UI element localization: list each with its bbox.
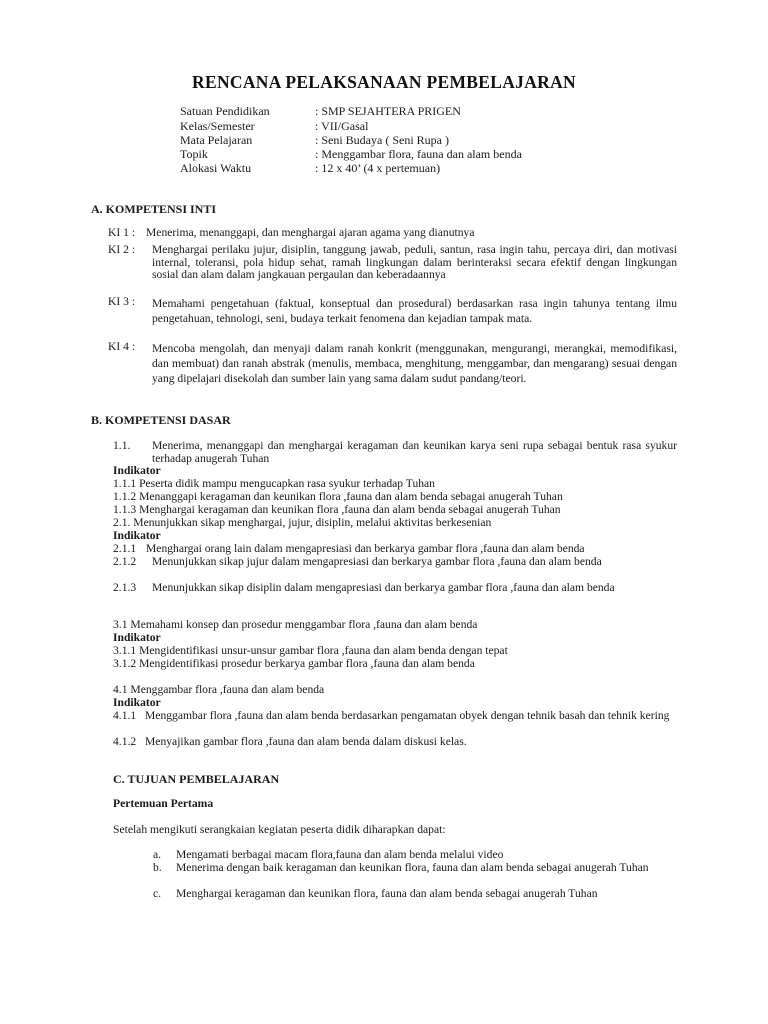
objective-a-text: Mengamati berbagai macam flora,fauna dan alam benda melalui video [176, 848, 504, 861]
section-c-heading: C. TUJUAN PEMBELAJARAN [113, 772, 280, 786]
ki-2-text: Menghargai perilaku jujur, disiplin, tanggung jawab, peduli, santun, rasa ingin tahu, percaya diri, dan motivasi internal, toleransi, pola hidup sehat, ramah lingkungan dalam berinteraksi secara efektif dengan lingkungan sosial dan alam dalam jangkauan pergaulan dan keberadaannya [152, 243, 677, 282]
meeting-subheading: Pertemuan Pertama [113, 797, 214, 810]
indicator-4-1-1-content: Menggambar flora ,fauna dan alam benda berdasarkan pengamatan obyek dengan tehnik basah dan tehnik kering [145, 709, 670, 722]
indicator-2-1-2-number: 2.1.2 [113, 555, 137, 568]
objective-b-text: Menerima dengan baik keragaman dan keunikan flora, fauna dan alam benda sebagai anugerah Tuhan [176, 861, 649, 874]
indicator-2-1-1-number: 2.1.1 [113, 542, 137, 555]
ki-2-label: KI 2 : [108, 243, 136, 256]
info-label: Satuan Pendidikan [180, 104, 270, 118]
info-value: : Seni Budaya ( Seni Rupa ) [315, 133, 449, 147]
ki-4-text: Mencoba mengolah, dan menyaji dalam ranah konkrit (menggunakan, mengurangi, merangkai, memodifikasi, dan membuat) dan ranah abstrak (menulis, membaca, menghitung, menggambar, dan mengarang) sesuai dengan yang dipelajari disekolah dan sumber lain yang sama dalam sudut pandang/teori. [152, 342, 677, 385]
indicator-label: Indikator [113, 696, 161, 709]
ki-1-text: Menerima, menanggapi, dan menghargai ajaran agama yang dianutnya [146, 226, 475, 239]
indicator-2-1-3-text: Menunjukkan sikap disiplin dalam mengapresiasi dan berkarya gambar flora ,fauna dan alam benda [152, 581, 615, 594]
info-value: : Menggambar flora, fauna dan alam benda [315, 147, 522, 161]
indicator-3-1-1: 3.1.1 Mengidentifikasi unsur-unsur gambar flora ,fauna dan alam benda dengan tepat [113, 644, 508, 657]
info-label: Alokasi Waktu [180, 161, 252, 175]
kd-4-1: 4.1 Menggambar flora ,fauna dan alam benda [113, 683, 325, 696]
objective-b-label: b. [153, 861, 162, 874]
kd-2-1: 2.1. Menunjukkan sikap menghargai, jujur, disiplin, melalui aktivitas berkesenian [113, 516, 492, 529]
indicator-1-1-1: 1.1.1 Peserta didik mampu mengucapkan rasa syukur terhadap Tuhan [113, 477, 435, 490]
objective-a-label: a. [153, 848, 162, 861]
indicator-4-1-2-text: Menyajikan gambar flora ,fauna dan alam benda dalam diskusi kelas. [145, 735, 467, 748]
indicator-label: Indikator [113, 631, 161, 644]
indicator-2-1-1-text: Menghargai orang lain dalam mengapresiasi dan berkarya gambar flora ,fauna dan alam benda [146, 542, 585, 555]
indicator-2-1-2-text: Menunjukkan sikap jujur dalam mengapresiasi dan berkarya gambar flora ,fauna dan alam benda [152, 555, 602, 568]
kd-3-1: 3.1 Memahami konsep dan prosedur menggambar flora ,fauna dan alam benda [113, 618, 478, 631]
document-title: RENCANA PELAKSANAAN PEMBELAJARAN [192, 72, 576, 92]
objective-c-label: c. [153, 887, 162, 900]
objective-c-text: Menghargai keragaman dan keunikan flora, fauna dan alam benda sebagai anugerah Tuhan [176, 887, 598, 900]
ki-4-label: KI 4 : [108, 340, 136, 353]
kd-1-1-text: Menerima, menanggapi dan menghargai keragaman dan keunikan karya seni rupa sebagai bentuk rasa syukur terhadap anugerah Tuhan [152, 439, 677, 465]
indicator-4-1-2-number: 4.1.2 [113, 735, 137, 748]
indicator-4-1-1-text [145, 710, 678, 723]
kd-1-1-number: 1.1. [113, 439, 131, 452]
indicator-2-1-3-number: 2.1.3 [113, 581, 137, 594]
section-a-heading: A. KOMPETENSI INTI [91, 202, 217, 216]
indicator-4-1-1-number: 4.1.1 [113, 709, 137, 722]
info-value: : 12 x 40’ (4 x pertemuan) [315, 161, 441, 175]
indicator-3-1-2: 3.1.2 Mengidentifikasi prosedur berkarya gambar flora ,fauna dan alam benda [113, 657, 475, 670]
info-label: Mata Pelajaran [180, 133, 253, 147]
indicator-label: Indikator [113, 464, 161, 477]
section-b-heading: B. KOMPETENSI DASAR [91, 413, 231, 427]
indicator-1-1-3: 1.1.3 Menghargai keragaman dan keunikan flora ,fauna dan alam benda sebagai anugerah Tuhan [113, 503, 561, 516]
ki-3-label: KI 3 : [108, 295, 136, 308]
indicator-1-1-2: 1.1.2 Menanggapi keragaman dan keunikan flora ,fauna dan alam benda sebagai anugerah Tuhan [113, 490, 563, 503]
ki-3-text: Memahami pengetahuan (faktual, konseptual dan prosedural) berdasarkan rasa ingin tahunya tentang ilmu pengetahuan, tehnologi, seni, budaya terkait fenomena dan kejadian tampak mata. [152, 297, 677, 325]
info-label: Kelas/Semester [180, 119, 255, 133]
ki-1-label: KI 1 : [108, 226, 136, 239]
objectives-intro: Setelah mengikuti serangkaian kegiatan peserta didik diharapkan dapat: [113, 823, 446, 836]
indicator-label: Indikator [113, 529, 161, 542]
info-value: : SMP SEJAHTERA PRIGEN [315, 104, 461, 118]
info-value: : VII/Gasal [315, 119, 369, 133]
info-label: Topik [180, 147, 208, 161]
